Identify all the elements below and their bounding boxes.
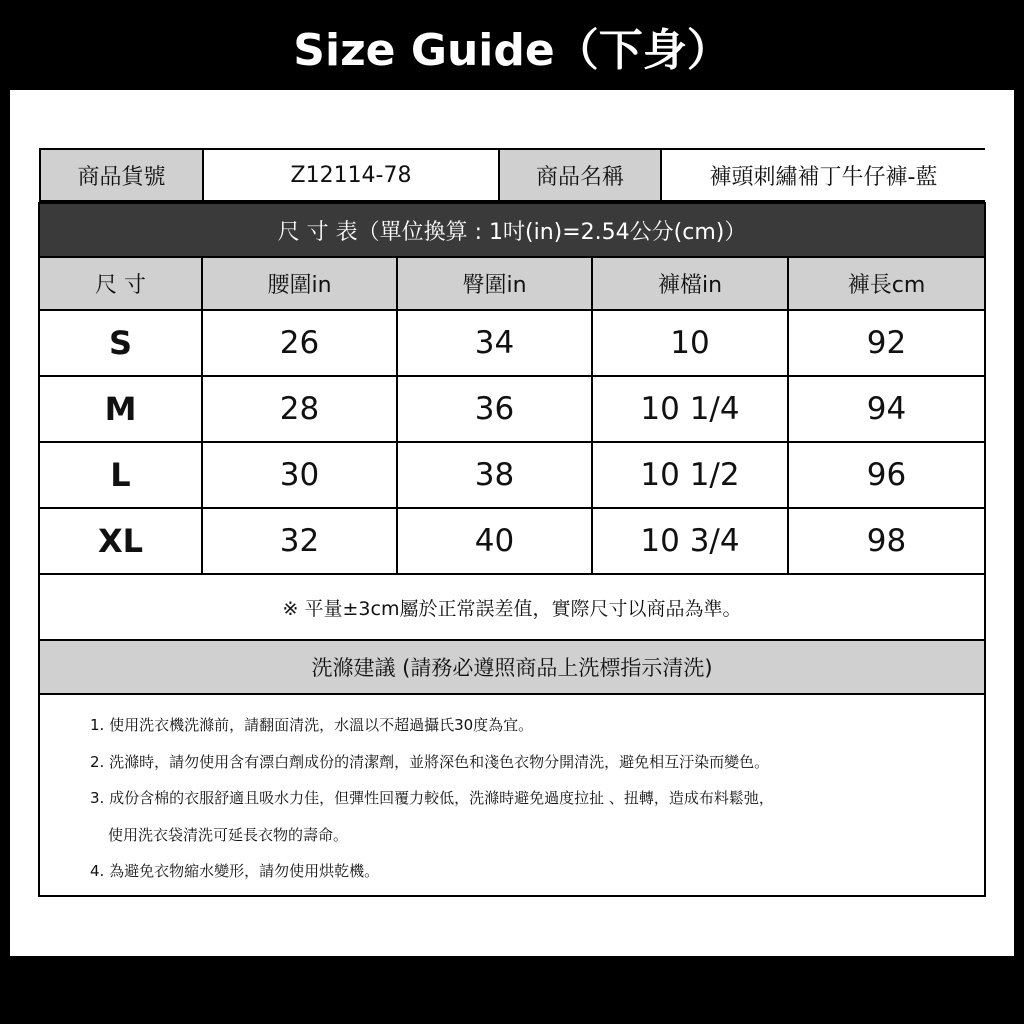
list-item: 3. 成份含棉的衣服舒適且吸水力佳，但彈性回覆力較低，洗滌時避免過度拉扯 、扭轉，造成布料鬆弛， bbox=[90, 789, 774, 807]
size-guide-table bbox=[38, 148, 986, 897]
column-header-size: 尺 寸 bbox=[39, 257, 202, 310]
product-code-value: Z12114-78 bbox=[203, 149, 499, 201]
hip-cell: 34 bbox=[397, 310, 592, 376]
column-header-hip: 臀圍in bbox=[397, 257, 592, 310]
waist-cell: 32 bbox=[202, 508, 397, 574]
table-row bbox=[39, 310, 985, 376]
product-info-row bbox=[39, 148, 985, 203]
rise-cell: 10 3/4 bbox=[592, 508, 788, 574]
table-row bbox=[39, 376, 985, 442]
table-row bbox=[39, 442, 985, 508]
column-header-length: 褲長cm bbox=[788, 257, 985, 310]
length-cell: 94 bbox=[788, 376, 985, 442]
measurement-note: ※ 平量±3cm屬於正常誤差值，實際尺寸以商品為準。 bbox=[39, 574, 985, 640]
waist-cell: 28 bbox=[202, 376, 397, 442]
product-code-label: 商品貨號 bbox=[40, 149, 203, 201]
length-cell: 96 bbox=[788, 442, 985, 508]
rise-cell: 10 1/4 bbox=[592, 376, 788, 442]
list-item: 4. 為避免衣物縮水變形，請勿使用烘乾機。 bbox=[90, 862, 380, 880]
column-header-rise: 褲檔in bbox=[592, 257, 788, 310]
care-title: 洗滌建議 (請務必遵照商品上洗標指示清洗) bbox=[39, 640, 985, 694]
table-row bbox=[39, 508, 985, 574]
page-title: Size Guide（下身） bbox=[293, 25, 731, 76]
column-header-row bbox=[39, 257, 985, 310]
size-chart-title: 尺 寸 表（單位換算 : 1吋(in)=2.54公分(cm)） bbox=[39, 203, 985, 257]
hip-cell: 36 bbox=[397, 376, 592, 442]
hip-cell: 38 bbox=[397, 442, 592, 508]
list-item: 1. 使用洗衣機洗滌前，請翻面清洗，水溫以不超過攝氏30度為宜。 bbox=[90, 716, 534, 734]
list-item-continuation: 使用洗衣袋清洗可延長衣物的壽命。 bbox=[108, 825, 349, 844]
hip-cell: 40 bbox=[397, 508, 592, 574]
length-cell: 98 bbox=[788, 508, 985, 574]
list-item: 2. 洗滌時，請勿使用含有漂白劑成份的清潔劑，並將深色和淺色衣物分開清洗，避免相互汙染而變色。 bbox=[90, 752, 770, 771]
column-header-waist: 腰圍in bbox=[202, 257, 397, 310]
rise-cell: 10 1/2 bbox=[592, 442, 788, 508]
list-item bbox=[90, 817, 984, 854]
waist-cell: 26 bbox=[202, 310, 397, 376]
length-cell: 92 bbox=[788, 310, 985, 376]
care-instructions bbox=[39, 694, 985, 896]
size-cell: M bbox=[39, 376, 202, 442]
product-name-value: 褲頭刺繡補丁牛仔褲-藍 bbox=[661, 149, 985, 201]
size-cell: L bbox=[39, 442, 202, 508]
size-cell: XL bbox=[39, 508, 202, 574]
rise-cell: 10 bbox=[592, 310, 788, 376]
size-cell: S bbox=[39, 310, 202, 376]
waist-cell: 30 bbox=[202, 442, 397, 508]
product-name-label: 商品名稱 bbox=[499, 149, 661, 201]
